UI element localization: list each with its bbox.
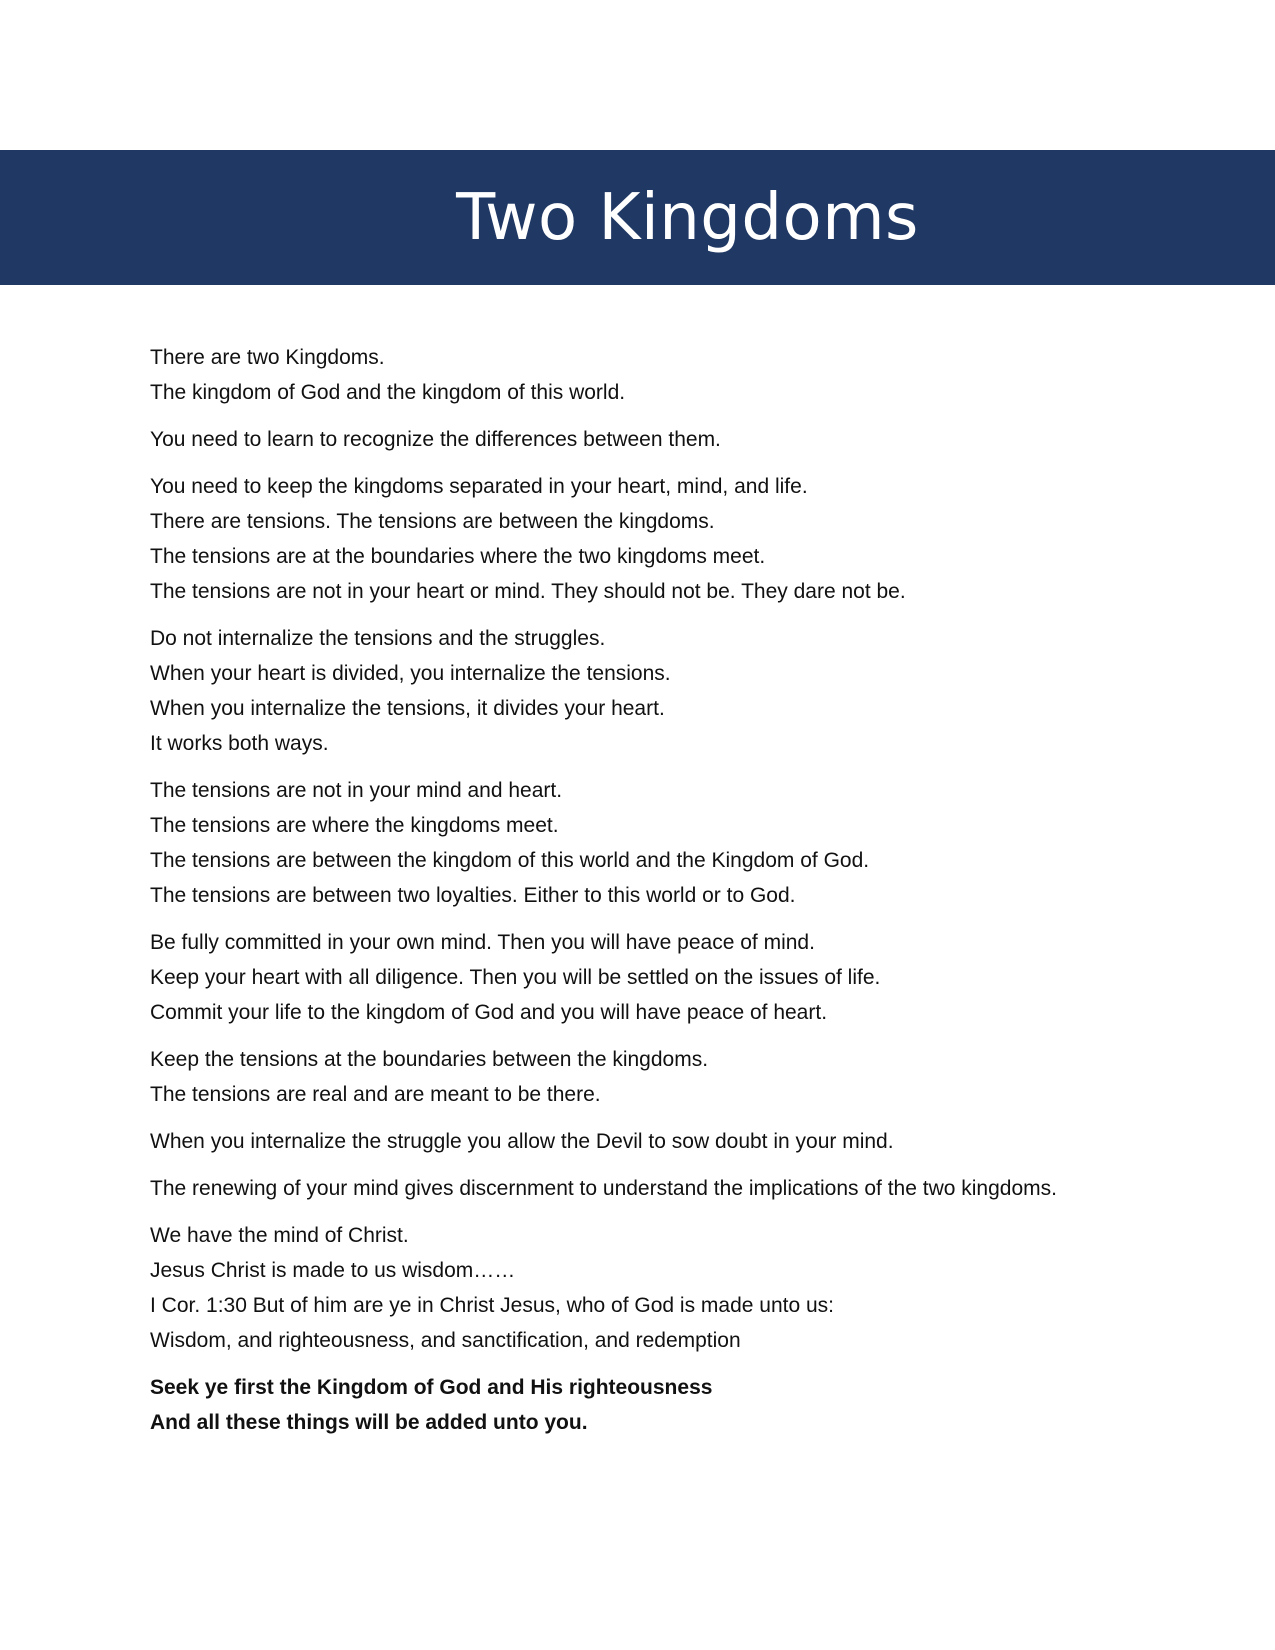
text-line: The kingdom of God and the kingdom of this world.	[150, 381, 626, 404]
text-line: We have the mind of Christ.	[150, 1224, 409, 1247]
paragraph-4	[150, 621, 1080, 761]
title-banner	[0, 150, 1275, 285]
paragraph-1	[150, 340, 1080, 410]
text-line: You need to learn to recognize the differences between them.	[150, 428, 721, 451]
text-line: When you internalize the tensions, it divides your heart.	[150, 697, 665, 720]
paragraph-7	[150, 1042, 1080, 1112]
text-line: The tensions are not in your heart or mind. They should not be. They dare not be.	[150, 580, 906, 603]
text-line: The tensions are between two loyalties. Either to this world or to God.	[150, 884, 796, 907]
text-line: The tensions are real and are meant to be there.	[150, 1083, 601, 1106]
paragraph-2	[150, 422, 1080, 457]
text-line: The renewing of your mind gives discernment to understand the implications of the two kingdoms.	[150, 1177, 1057, 1200]
text-line: When your heart is divided, you internalize the tensions.	[150, 662, 671, 685]
text-line: Do not internalize the tensions and the struggles.	[150, 627, 606, 650]
text-line: Keep your heart with all diligence. Then you will be settled on the issues of life.	[150, 966, 881, 989]
text-line: When you internalize the struggle you allow the Devil to sow doubt in your mind.	[150, 1130, 894, 1153]
paragraph-5	[150, 773, 1080, 913]
paragraph-8	[150, 1124, 1080, 1159]
paragraph-9	[150, 1171, 1080, 1206]
paragraph-6	[150, 925, 1080, 1030]
text-line: Keep the tensions at the boundaries between the kingdoms.	[150, 1048, 709, 1071]
text-line: I Cor. 1:30 But of him are ye in Christ Jesus, who of God is made unto us:	[150, 1294, 834, 1317]
text-line: The tensions are not in your mind and heart.	[150, 779, 563, 802]
text-line: Seek ye first the Kingdom of God and His righteousness	[150, 1376, 713, 1399]
text-line: You need to keep the kingdoms separated in your heart, mind, and life.	[150, 475, 808, 498]
document-title: Two Kingdoms	[456, 180, 919, 255]
text-line: There are two Kingdoms.	[150, 346, 385, 369]
closing-verse	[150, 1370, 1080, 1440]
text-line: There are tensions. The tensions are between the kingdoms.	[150, 510, 715, 533]
text-line: Jesus Christ is made to us wisdom……	[150, 1259, 516, 1282]
text-line: And all these things will be added unto you.	[150, 1411, 588, 1434]
document-body	[150, 340, 1080, 1452]
text-line: Wisdom, and righteousness, and sanctification, and redemption	[150, 1329, 741, 1352]
text-line: The tensions are between the kingdom of this world and the Kingdom of God.	[150, 849, 870, 872]
text-line: Be fully committed in your own mind. Then you will have peace of mind.	[150, 931, 815, 954]
text-line: The tensions are where the kingdoms meet.	[150, 814, 559, 837]
text-line: It works both ways.	[150, 732, 329, 755]
paragraph-3	[150, 469, 1080, 609]
paragraph-10	[150, 1218, 1080, 1358]
text-line: Commit your life to the kingdom of God and you will have peace of heart.	[150, 1001, 828, 1024]
text-line: The tensions are at the boundaries where the two kingdoms meet.	[150, 545, 766, 568]
